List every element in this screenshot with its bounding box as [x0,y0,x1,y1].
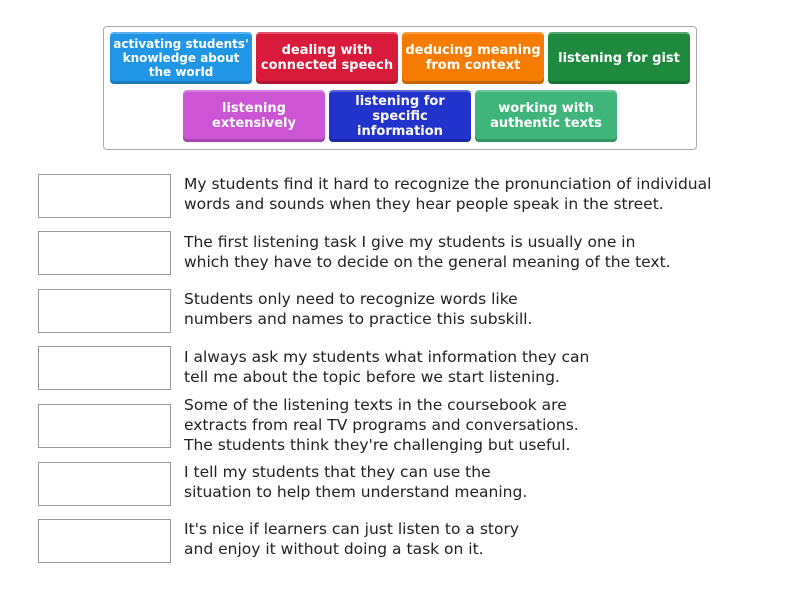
drop-slot[interactable] [38,404,171,448]
drop-slot[interactable] [38,519,171,563]
answer-tile[interactable]: dealing with connected speech [256,32,398,84]
answer-tile[interactable]: working with authentic texts [475,90,617,142]
drop-slot[interactable] [38,174,171,218]
statement-text: Some of the listening texts in the coursebook are extracts from real TV programs and conversations. The students think they're challenging but useful. [184,396,579,454]
statement-text: Students only need to recognize words like numbers and names to practice this subskill. [184,290,533,328]
answer-tile[interactable]: listening for gist [548,32,690,84]
statement-text: It's nice if learners can just listen to a story and enjoy it without doing a task on it. [184,520,520,558]
answer-tile[interactable]: listening extensively [183,90,325,142]
drop-slot[interactable] [38,289,171,333]
drop-slot[interactable] [38,231,171,275]
statement-text: My students find it hard to recognize the pronunciation of individual words and sounds when they hear people speak in the street. [184,175,712,213]
answer-tile[interactable]: deducing meaning from context [402,32,544,84]
drop-slot[interactable] [38,346,171,390]
answer-tile[interactable]: activating students' knowledge about the world [110,32,252,84]
statement-text: I tell my students that they can use the situation to help them understand meaning. [184,463,528,501]
statement-text: The first listening task I give my students is usually one in which they have to decide on the general meaning of the text. [184,233,671,271]
drop-slot[interactable] [38,462,171,506]
statement-text: I always ask my students what information they can tell me about the topic before we start listening. [184,348,590,386]
answer-tile[interactable]: listening for specific information [329,90,471,142]
